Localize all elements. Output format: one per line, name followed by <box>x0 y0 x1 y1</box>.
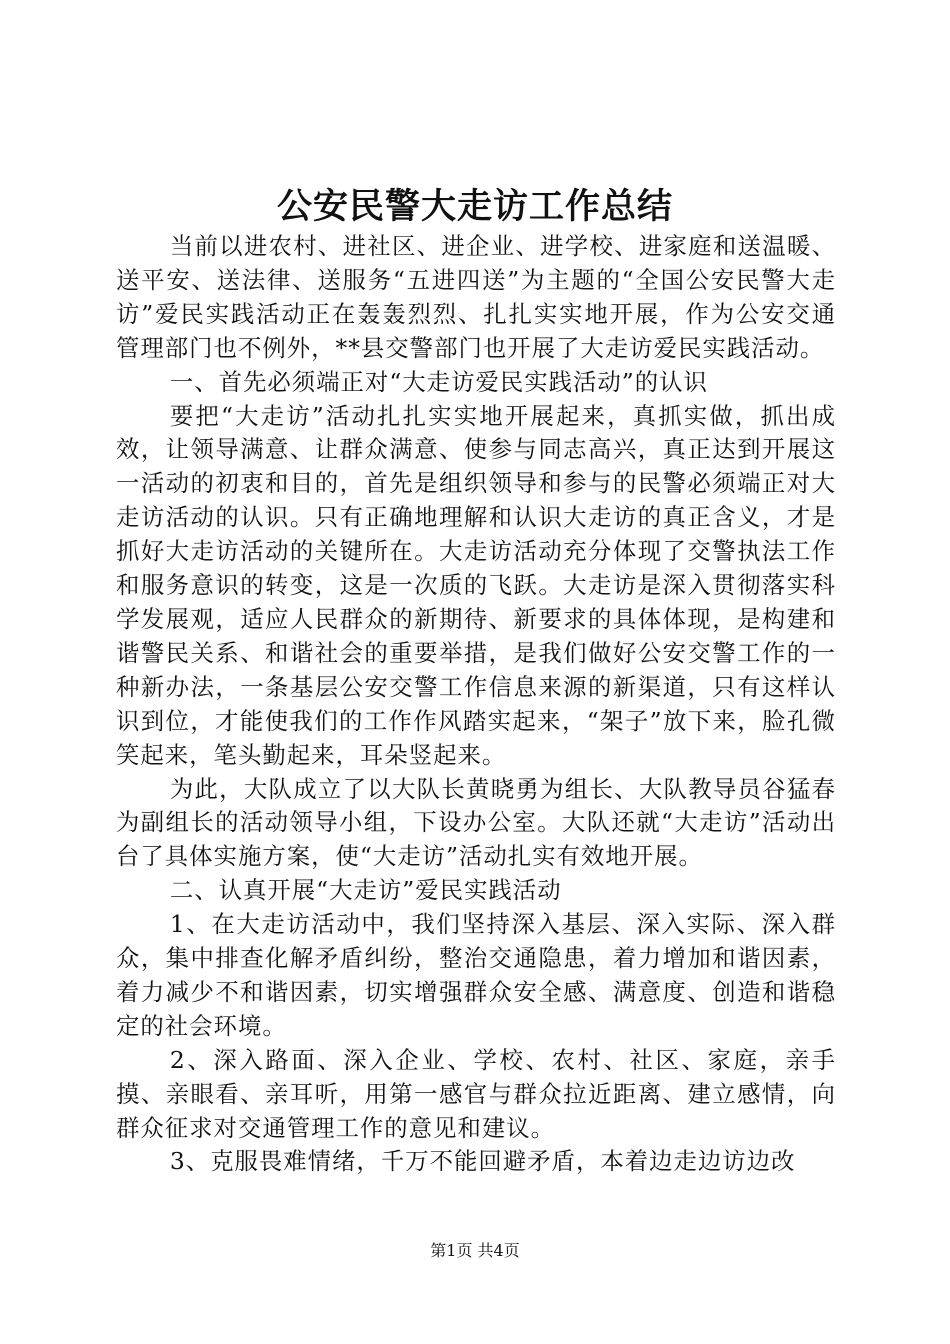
list-item-2: 2、深入路面、深入企业、学校、农村、社区、家庭，亲手摸、亲眼看、亲耳听，用第一感官与群众拉近距离、建立感情，向群众征求对交通管理工作的意见和建议。 <box>116 1045 836 1142</box>
document-title: 公安民警大走访工作总结 <box>276 186 673 227</box>
paragraph-understanding: 要把“大走访”活动扎扎实实地开展起来，真抓实做，抓出成效，让领导满意、让群众满意、使参与同志高兴，真正达到开展这一活动的初衷和目的，首先是组织领导和参与的民警必须端正对大走访活动的认识。只有正确地理解和认识大走访的真正含义，才是抓好大走访活动的关键所在。大走访活动充分体现了交警执法工作和服务意识的转变，这是一次质的飞跃。大走访是深入贯彻落实科学发展观，适应人民群众的新期待、新要求的具体体现，是构建和谐警民关系、和谐社会的重要举措，是我们做好公安交警工作的一种新办法，一条基层公安交警工作信息来源的新渠道，只有这样认识到位，才能使我们的工作作风踏实起来，“架子”放下来，脸孔微笑起来，笔头勤起来，耳朵竖起来。 <box>116 401 836 769</box>
paragraph-intro: 当前以进农村、进社区、进企业、进学校、进家庭和送温暖、送平安、送法律、送服务“五进四送”为主题的“全国公安民警大走访”爱民实践活动正在轰轰烈烈、扎扎实实地开展，作为公安交通管理部门也不例外，**县交警部门也开展了大走访爱民实践活动。 <box>116 232 836 362</box>
paragraph-leadership-group: 为此，大队成立了以大队长黄晓勇为组长、大队教导员谷猛春为副组长的活动领导小组，下设办公室。大队还就“大走访”活动出台了具体实施方案，使“大走访”活动扎实有效地开展。 <box>116 774 836 871</box>
section-heading-2: 二、认真开展“大走访”爱民实践活动 <box>169 876 562 905</box>
page-footer: 第1页 共4页 <box>430 1241 520 1260</box>
document-body <box>116 230 836 1179</box>
section-heading-1: 一、首先必须端正对“大走访爱民实践活动”的认识 <box>169 367 708 396</box>
list-item-3: 3、克服畏难情绪，千万不能回避矛盾，本着边走边访边改 <box>169 1147 796 1176</box>
list-item-1: 1、在大走访活动中，我们坚持深入基层、深入实际、深入群众，集中排查化解矛盾纠纷，整治交通隐患，着力增加和谐因素，着力减少不和谐因素，切实增强群众安全感、满意度、创造和谐稳定的社会环境。 <box>116 910 836 1040</box>
